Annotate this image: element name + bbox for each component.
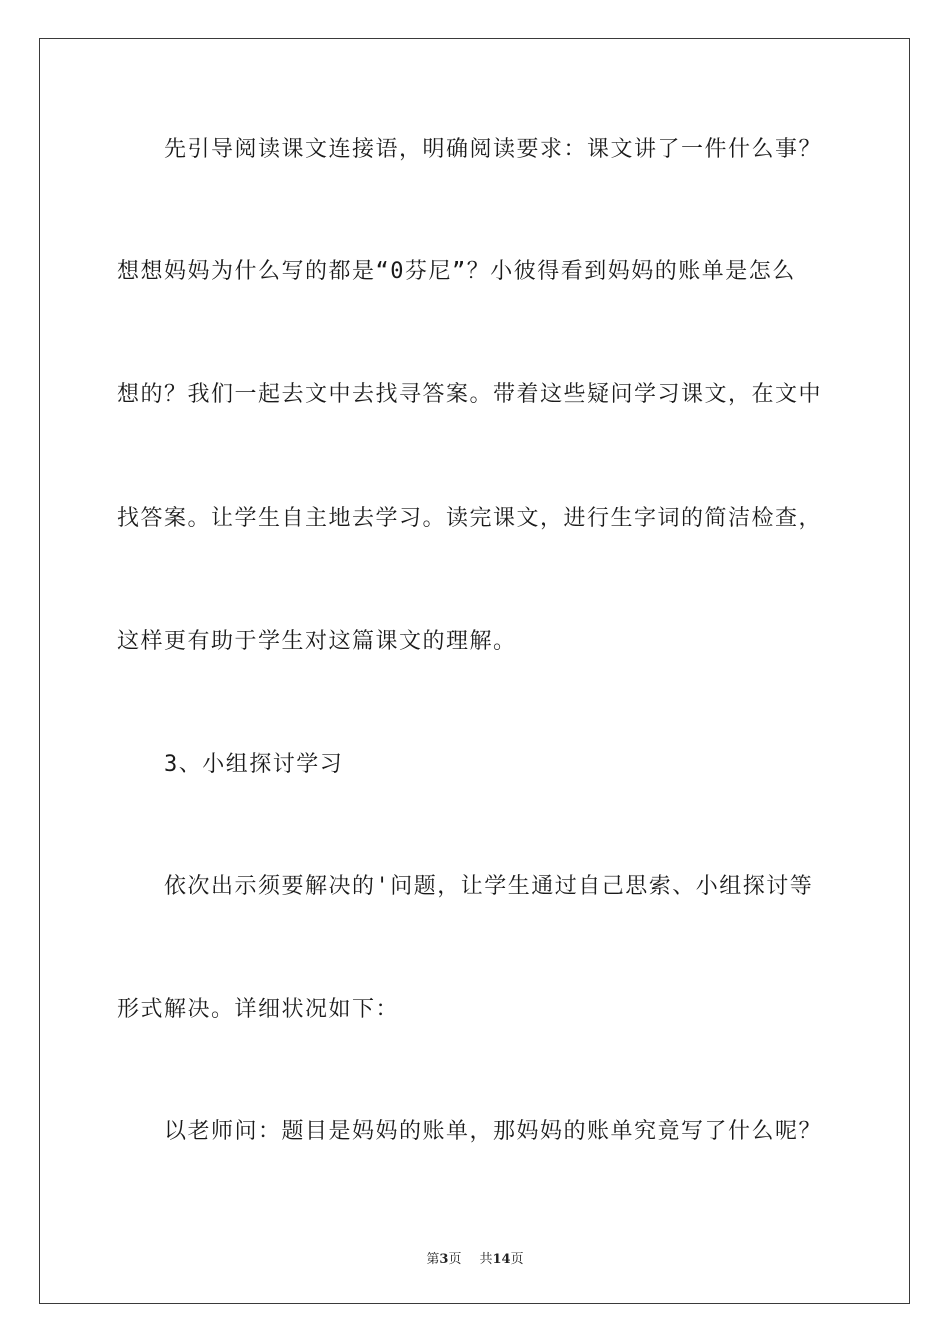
page-footer: [0, 1248, 950, 1267]
footer-total-suffix: 页: [510, 1252, 524, 1267]
footer-total-number: 14: [492, 1252, 511, 1267]
footer-total-prefix: 共: [479, 1252, 493, 1267]
footer-page-prefix: 第: [426, 1252, 440, 1267]
paragraph-line-3: 想的？我们一起去文中去找寻答案。带着这些疑问学习课文，在文中: [117, 382, 823, 407]
footer-page-suffix: 页: [448, 1252, 462, 1267]
paragraph-line-4: 找答案。让学生自主地去学习。读完课文，进行生字词的简洁检查，: [117, 506, 823, 531]
paragraph-line-5: 这样更有助于学生对这篇课文的理解。: [117, 629, 517, 654]
footer-page-number: 3: [439, 1252, 449, 1267]
paragraph-line-7: 形式解决。详细状况如下：: [117, 997, 400, 1022]
paragraph-line-6: 依次出示须要解决的'问题，让学生通过自己思索、小组探讨等: [164, 874, 814, 899]
section-heading: 3、小组探讨学习: [164, 752, 344, 777]
page-border: [39, 38, 910, 1304]
paragraph-line-1: 先引导阅读课文连接语，明确阅读要求：课文讲了一件什么事？: [164, 137, 823, 162]
paragraph-line-8: 以老师问：题目是妈妈的账单，那妈妈的账单究竟写了什么呢？: [164, 1119, 823, 1144]
paragraph-line-2: 想想妈妈为什么写的都是“0芬尼”？小彼得看到妈妈的账单是怎么: [117, 259, 796, 284]
